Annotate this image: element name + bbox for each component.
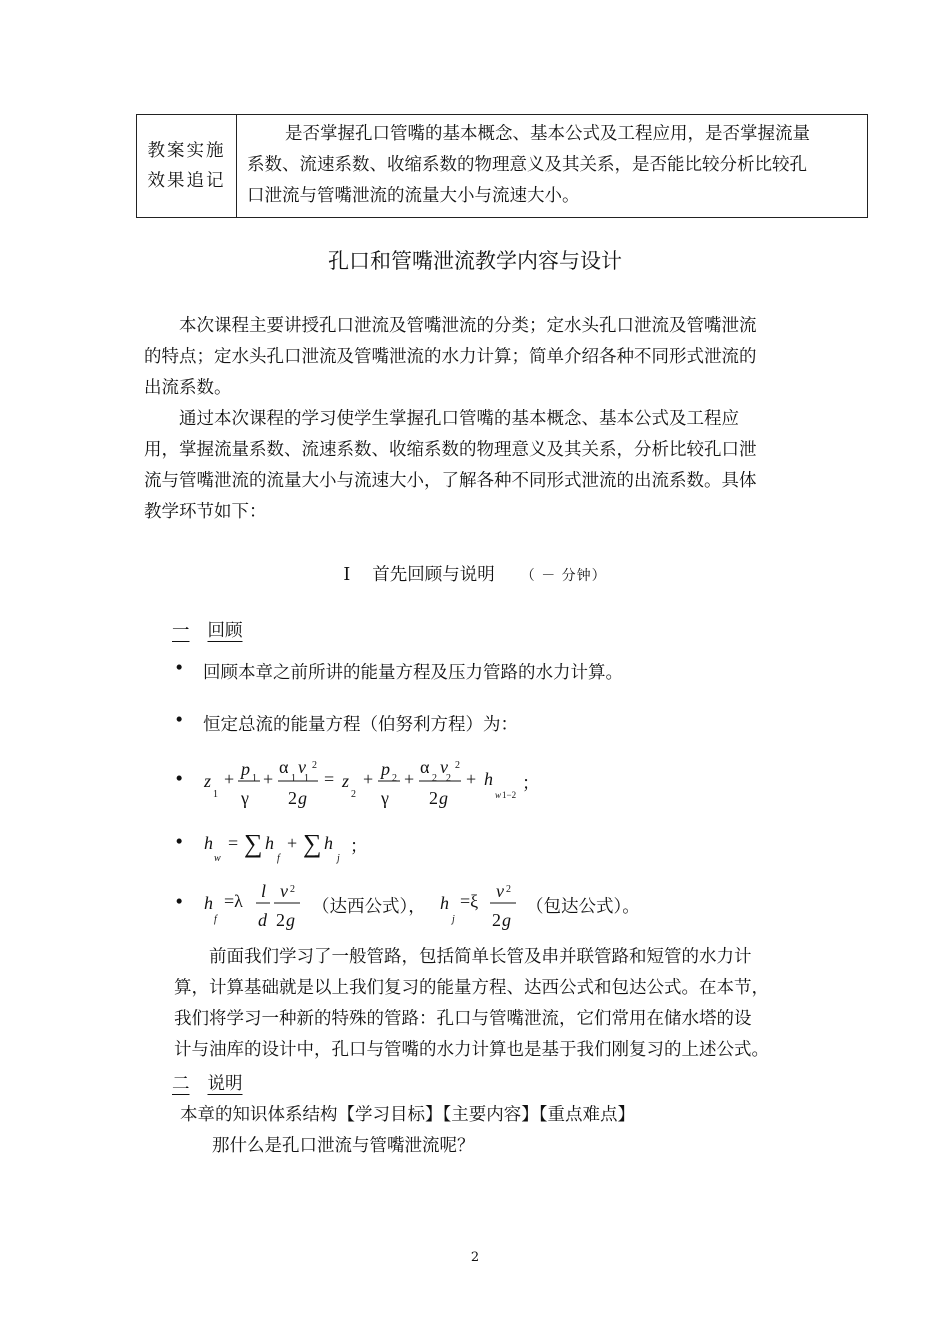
equation-terminator: ； [350,837,368,857]
svg-text:g: g [502,910,511,930]
svg-text:2: 2 [455,760,460,771]
bullet-marker: • [174,659,185,679]
intro-p1-line3: 出流系数。 [144,378,232,398]
svg-text:2: 2 [506,884,511,895]
svg-text:1: 1 [252,773,257,784]
darcy-formula-label: （达西公式）， [312,897,426,917]
svg-text:∑: ∑ [303,829,322,858]
knowledge-structure-line: 本章的知识体系结构【学习目标】【主要内容】【重点难点】 [180,1105,635,1125]
svg-text:v: v [496,881,504,901]
head-loss-sum-equation [200,818,350,868]
intro-p2-line1: 通过本次课程的学习使学生掌握孔口管嘴的基本概念、基本公式及工程应 [179,409,739,429]
explain-heading [172,1070,243,1095]
svg-text:γ: γ [241,788,249,808]
table-content-line1: 是否掌握孔口管嘴的基本概念、基本公式及工程应用，是否掌握流量 [285,124,810,144]
table-content-line2: 系数、流速系数、收缩系数的物理意义及其关系，是否能比较分析比较孔 [247,155,807,175]
intro-paragraph-1 [144,311,808,404]
review-item-2: 恒定总流的能量方程（伯努利方程）为： [203,715,518,735]
svg-text:+: + [466,769,477,789]
svg-text:d: d [258,910,267,930]
svg-text:w: w [495,790,502,800]
svg-text:γ: γ [381,788,389,808]
page-number: 2 [470,1250,480,1265]
svg-text:+: + [263,769,274,789]
darcy-weisbach-equation [200,876,310,934]
svg-text:p: p [241,759,250,779]
review-item-1: 回顾本章之前所讲的能量方程及压力管路的水力计算。 [203,663,623,683]
svg-text:h: h [324,833,333,853]
svg-text:+: + [287,833,298,853]
svg-text:+: + [404,769,415,789]
review-paragraph [174,942,808,1066]
svg-text:g: g [439,788,448,808]
intro-paragraph-2 [144,404,808,528]
bullet-marker: • [174,833,185,853]
svg-text:v: v [298,757,306,777]
svg-text:2: 2 [290,884,295,895]
bernoulli-equation [200,754,540,812]
svg-text:=ξ: =ξ [460,891,479,911]
svg-text:j: j [337,853,340,864]
review-para-line1: 前面我们学习了一般管路，包括简单长管及串并联管路和短管的水力计 [209,947,752,967]
svg-text:h: h [440,893,449,913]
svg-text:1: 1 [213,789,218,800]
intro-p1-line2: 的特点；定水头孔口泄流及管嘴泄流的水力计算；简单介绍各种不同形式泄流的 [144,347,757,367]
svg-text:z: z [204,771,212,791]
svg-text:1: 1 [291,773,296,784]
svg-text:l: l [261,881,267,901]
svg-text:2: 2 [392,773,397,784]
svg-text:f: f [277,853,280,864]
table-label-cell [137,115,237,217]
svg-text:h: h [484,769,493,789]
svg-text:2: 2 [432,773,437,784]
section-duration-note: （ － 分钟） [520,568,607,584]
table-label-line2: 效果追记 [147,171,226,191]
svg-text:1: 1 [304,773,309,784]
svg-text:v: v [440,757,448,777]
svg-text:2: 2 [351,789,356,800]
bullet-marker: • [174,893,185,913]
review-para-line2: 算，计算基础就是以上我们复习的能量方程、达西公式和包达公式。在本节， [174,978,769,998]
bullet-marker: • [174,770,185,790]
svg-text:2: 2 [492,910,501,930]
svg-text:z: z [342,771,350,791]
review-para-line4: 计与油库的设计中，孔口与管嘴的水力计算也是基于我们刚复习的上述公式。 [174,1040,769,1060]
table-content-line3: 口泄流与管嘴泄流的流量大小与流速大小。 [247,186,580,206]
intro-p1-line1: 本次课程主要讲授孔口泄流及管嘴泄流的分类；定水头孔口泄流及管嘴泄流 [179,316,757,336]
svg-text:+: + [224,769,235,789]
svg-text:v: v [280,881,288,901]
section-title: 首先回顾与说明 [372,565,495,585]
svg-text:f: f [214,914,217,925]
svg-text:2: 2 [276,910,285,930]
intro-p2-line2: 用，掌握流量系数、流速系数、收缩系数的物理意义及其关系，分析比较孔口泄 [144,440,757,460]
review-heading [172,617,243,642]
svg-text:=λ: =λ [224,891,243,911]
local-loss-equation [434,876,524,934]
page-title: 孔口和管嘴泄流教学内容与设计 [328,249,622,273]
svg-text:+: + [363,769,374,789]
svg-text:α: α [279,757,289,777]
svg-text:p: p [381,759,390,779]
table-content-cell [237,115,867,217]
local-loss-formula-label: （包达公式）。 [526,897,640,917]
review-para-line3: 我们将学习一种新的特殊的管路：孔口与管嘴泄流，它们常用在储水塔的设 [174,1009,752,1029]
svg-text:2: 2 [312,760,317,771]
svg-text:1−2: 1−2 [502,790,517,800]
intro-p2-line3: 流与管嘴泄流的流量大小与流速大小，了解各种不同形式泄流的出流系数。具体 [144,471,757,491]
svg-text:2: 2 [429,788,438,808]
svg-text:j: j [452,914,455,925]
svg-text:w: w [214,853,221,864]
question-line: 那什么是孔口泄流与管嘴泄流呢？ [212,1136,475,1156]
svg-text:h: h [204,893,213,913]
svg-text:h: h [265,833,274,853]
section-heading [0,561,950,586]
svg-text:h: h [204,833,213,853]
follow-up-table [136,114,868,218]
svg-text:2: 2 [288,788,297,808]
svg-text:2: 2 [446,773,451,784]
review-heading-text: 回顾 [207,621,243,641]
intro-p2-line4: 教学环节如下： [144,502,267,522]
explain-heading-number: 二 [172,1074,190,1094]
svg-text:g: g [286,910,295,930]
section-roman-numeral: I [343,565,351,585]
svg-text:∑: ∑ [244,829,263,858]
svg-text:g: g [298,788,307,808]
explain-heading-text: 说明 [207,1074,243,1094]
bullet-marker: • [174,711,185,731]
svg-text:=: = [228,833,239,853]
table-label-line1: 教案实施 [147,141,226,161]
review-heading-number: 一 [172,621,190,641]
svg-text:=: = [324,769,335,789]
equation-terminator: ； [522,774,540,794]
svg-text:α: α [420,757,430,777]
